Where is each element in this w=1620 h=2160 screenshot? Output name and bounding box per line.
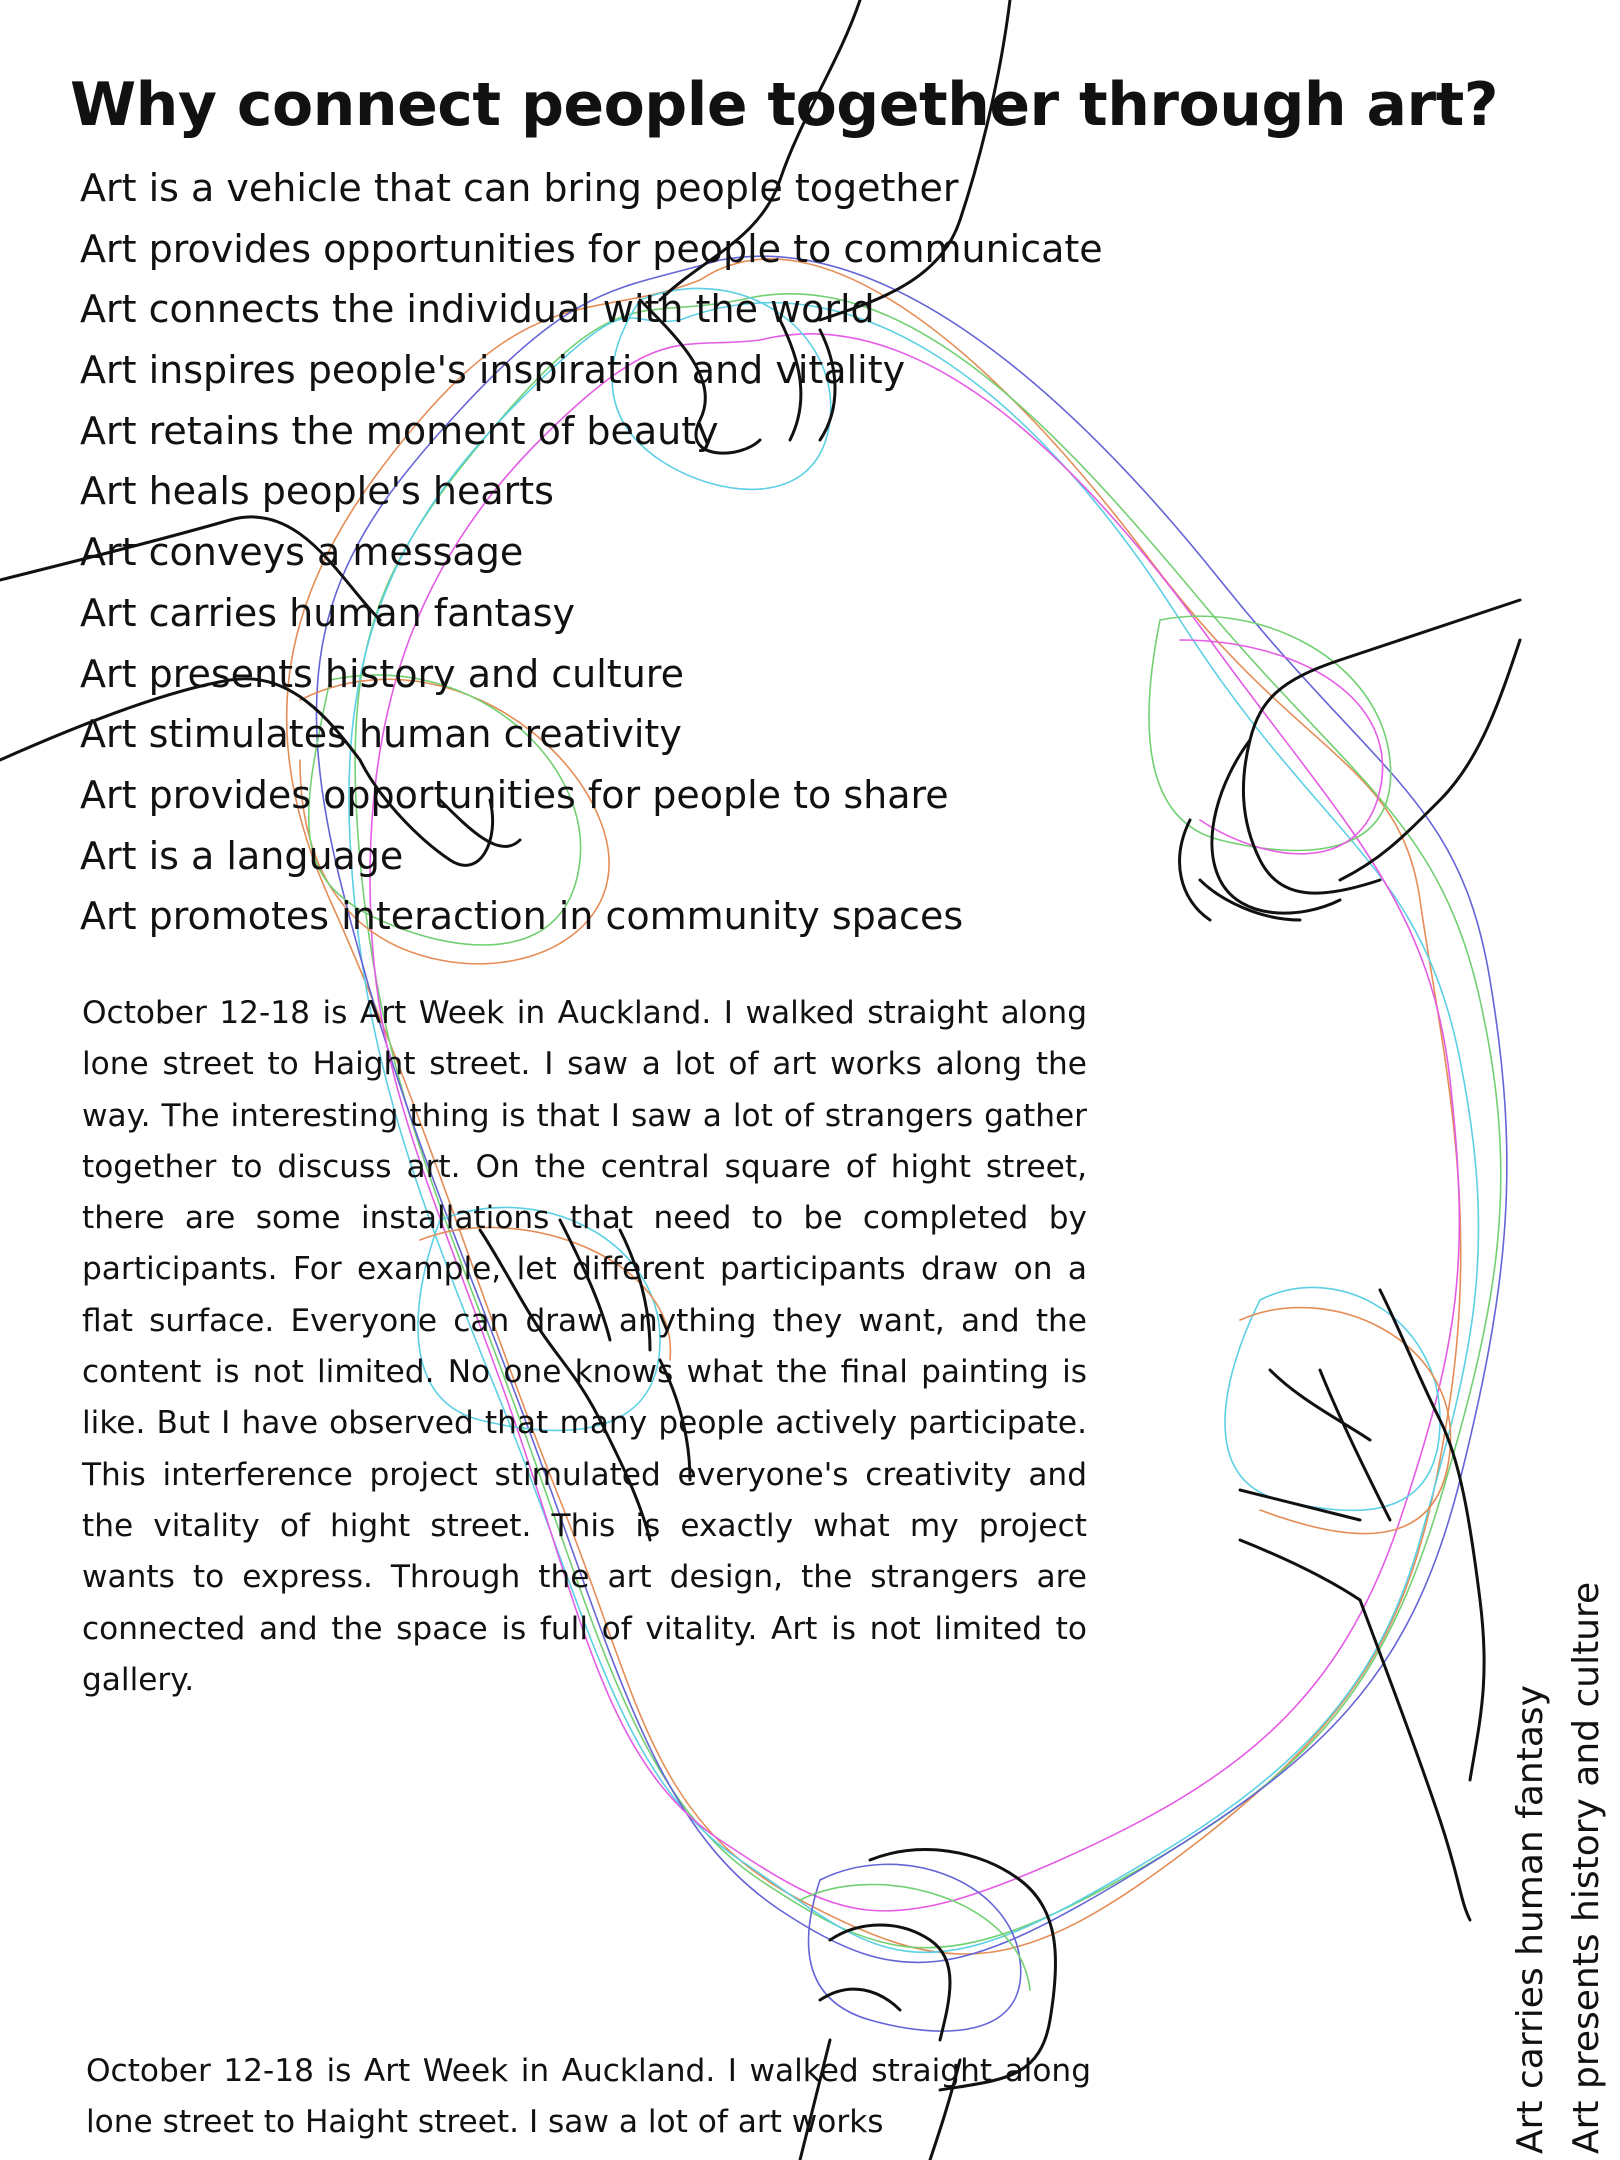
- list-item: Art presents history and culture: [80, 651, 684, 696]
- list-item: Art conveys a message: [80, 530, 524, 575]
- list-item: Art is a language: [80, 833, 404, 878]
- list-item: Art retains the moment of beauty: [80, 408, 719, 453]
- list-item: Art promotes interaction in community spaces: [80, 894, 964, 939]
- page-title: Why connect people together through art?: [70, 70, 1499, 140]
- list-item: Art heals people's hearts: [80, 469, 554, 514]
- list-item: Art inspires people's inspiration and vitality: [80, 348, 906, 393]
- list-item: Art carries human fantasy: [80, 590, 576, 635]
- body-paragraph-repeat: October 12-18 is Art Week in Auckland. I walked straight along lone street to Haight street. I saw a lot of art works: [86, 2053, 1091, 2141]
- vertical-caption-fantasy: Art carries human fantasy: [1510, 1685, 1551, 2154]
- list-item: Art connects the individual with the world: [80, 287, 875, 332]
- body-paragraph: October 12-18 is Art Week in Auckland. I walked straight along lone street to Haight street. I saw a lot of art works along the way. The interesting thing is that I saw a lot of strangers gather together to discuss art. On the central square of hight street, there are some installations that need to be completed by participants. For example, let different participants draw on a flat surface. Everyone can draw anything they want, and the content is not limited. No one knows what the final painting is like. But I have observed that many people actively participate. This interference project stimulated everyone's creativity and the vitality of hight street. This is exactly what my project wants to express. Through the art design, the strangers are connected and the space is full of vitality. Art is not limited to gallery.: [82, 995, 1087, 1698]
- list-item: Art provides opportunities for people to communicate: [80, 226, 1103, 271]
- list-item: Art stimulates human creativity: [80, 712, 682, 757]
- list-item: Art is a vehicle that can bring people together: [80, 166, 959, 210]
- statement-list: [80, 158, 1103, 947]
- list-item: Art provides opportunities for people to share: [80, 772, 949, 817]
- vertical-caption-history: Art presents history and culture: [1566, 1581, 1607, 2154]
